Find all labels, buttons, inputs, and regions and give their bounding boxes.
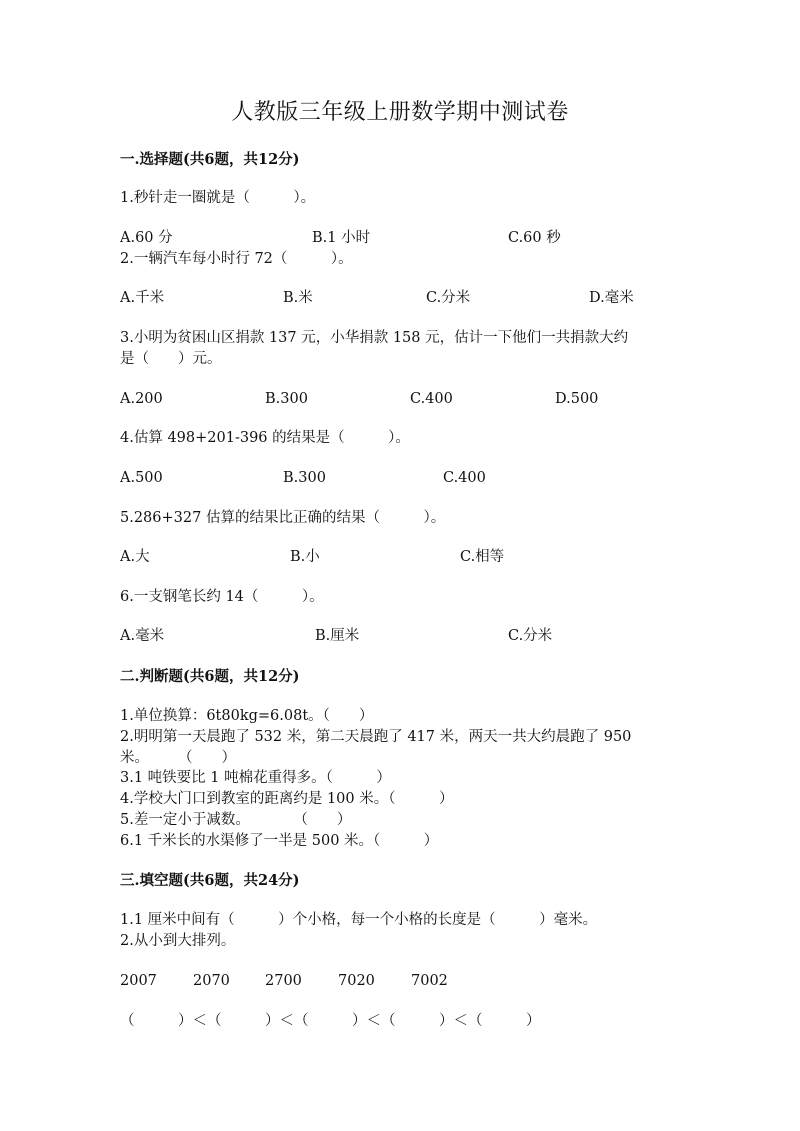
option-a: A.200 <box>120 391 163 407</box>
number-item: 7020 <box>338 973 375 989</box>
question-5-stem: 5.286+327 估算的结果比正确的结果（ ）。 <box>120 510 446 526</box>
option-b: B.1 小时 <box>312 230 371 246</box>
option-a: A.千米 <box>120 290 165 306</box>
fill-question-1: 1.1 厘米中间有（ ）个小格，每一个小格的长度是（ ）毫米。 <box>120 912 598 928</box>
option-b: B.300 <box>265 391 308 407</box>
number-item: 2070 <box>193 973 230 989</box>
option-b: B.米 <box>283 290 313 306</box>
option-b: B.小 <box>290 549 320 565</box>
order-answer-row: （ ）＜（ ）＜（ ）＜（ ）＜（ ） <box>120 1013 541 1029</box>
option-a: A.大 <box>120 549 150 565</box>
option-b: B.厘米 <box>315 628 360 644</box>
judge-question-6: 6.1 千米长的水渠修了一半是 500 米。（ ） <box>120 833 439 849</box>
judge-question-1: 1.单位换算：6t80kg=6.08t。（ ） <box>120 708 374 724</box>
section-heading-choice: 一.选择题(共6题，共12分) <box>120 151 300 168</box>
judge-question-2-line1: 2.明明第一天晨跑了 532 米，第二天晨跑了 417 米，两天一共大约晨跑了 950 <box>120 729 632 745</box>
section-heading-fill: 三.填空题(共6题，共24分) <box>120 872 300 889</box>
question-1-stem: 1.秒针走一圈就是（ ）。 <box>120 190 316 206</box>
judge-question-5: 5.差一定小于减数。 （ ） <box>120 812 352 828</box>
judge-question-2-line2: 米。 （ ） <box>120 750 236 766</box>
question-4-stem: 4.估算 498+201-396 的结果是（ ）。 <box>120 430 410 446</box>
section-heading-judge: 二.判断题(共6题，共12分) <box>120 668 300 685</box>
question-6-stem: 6.一支钢笔长约 14（ ）。 <box>120 589 324 605</box>
question-3-stem-line1: 3.小明为贫困山区捐款 137 元，小华捐款 158 元，估计一下他们一共捐款大约 <box>120 330 629 346</box>
number-item: 2700 <box>265 973 302 989</box>
number-item: 2007 <box>120 973 157 989</box>
option-c: C.相等 <box>460 549 505 565</box>
option-a: A.60 分 <box>120 230 173 246</box>
option-a: A.500 <box>120 470 163 486</box>
option-d: D.500 <box>555 391 599 407</box>
option-c: C.400 <box>443 470 486 486</box>
fill-question-2: 2.从小到大排列。 <box>120 933 236 949</box>
question-2-stem: 2.一辆汽车每小时行 72（ ）。 <box>120 251 353 267</box>
page-title: 人教版三年级上册数学期中测试卷 <box>231 100 569 125</box>
judge-question-4: 4.学校大门口到教室的距离约是 100 米。（ ） <box>120 791 454 807</box>
option-c: C.400 <box>410 391 453 407</box>
number-item: 7002 <box>411 973 448 989</box>
option-b: B.300 <box>283 470 326 486</box>
judge-question-3: 3.1 吨铁要比 1 吨棉花重得多。（ ） <box>120 770 391 786</box>
option-a: A.毫米 <box>120 628 165 644</box>
option-c: C.分米 <box>426 290 471 306</box>
question-3-stem-line2: 是（ ）元。 <box>120 351 222 367</box>
option-c: C.分米 <box>508 628 553 644</box>
option-d: D.毫米 <box>589 290 634 306</box>
option-c: C.60 秒 <box>508 230 561 246</box>
